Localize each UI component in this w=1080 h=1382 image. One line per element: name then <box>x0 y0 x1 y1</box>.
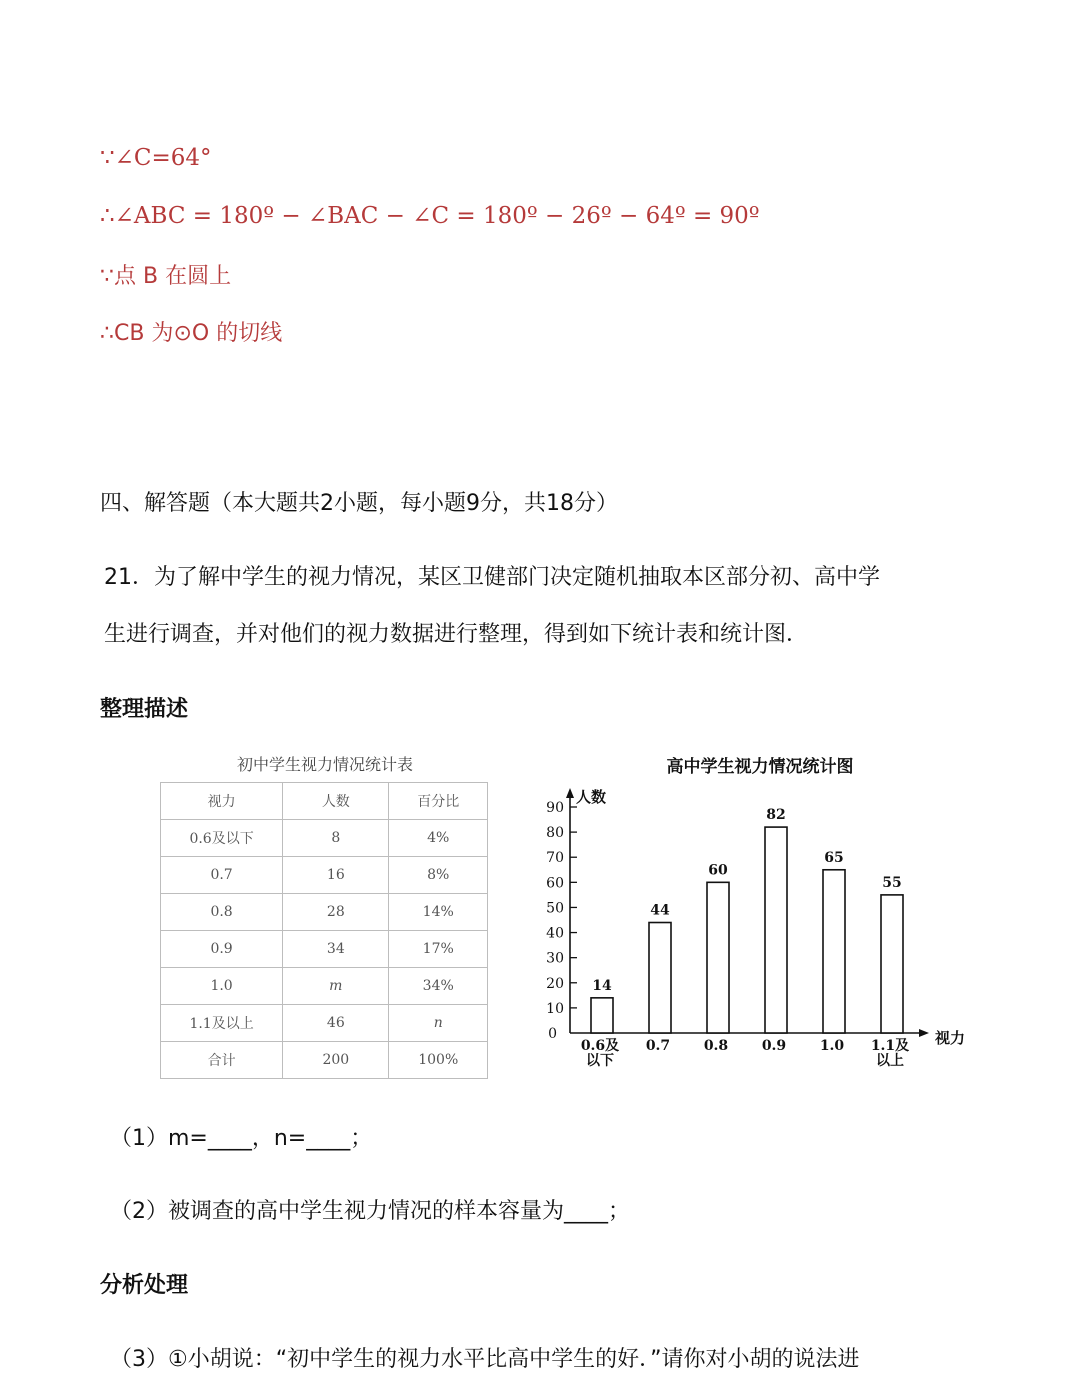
table-cell: 1.1及以上 <box>161 1005 283 1042</box>
table-cell: 34 <box>283 931 389 968</box>
y-axis-label: 人数 <box>576 788 607 806</box>
table-header-row <box>161 783 488 820</box>
y-tick-label: 30 <box>546 950 564 967</box>
y-tick-label: 80 <box>546 825 564 842</box>
table-cell: 14% <box>389 894 488 931</box>
bar-value-label: 14 <box>592 977 612 994</box>
table-cell: 合计 <box>161 1042 283 1079</box>
table-cell: 0.7 <box>161 857 283 894</box>
x-axis-label: 视力 <box>935 1029 966 1047</box>
sub-question-2: （2）被调查的高中学生视力情况的样本容量为____； <box>110 1199 630 1224</box>
table-cell: 4% <box>389 820 488 857</box>
y-axis-arrow <box>566 788 574 798</box>
table-cell: 100% <box>389 1042 488 1079</box>
y-tick-label: 20 <box>546 975 564 992</box>
table-row <box>161 968 488 1005</box>
x-tick-label: 0.6及 <box>580 1038 620 1054</box>
section-heading: 四、解答题（本大题共2小题，每小题9分，共18分） <box>100 491 618 516</box>
bar <box>823 870 845 1033</box>
table-row <box>161 1005 488 1042</box>
table-cell: 0.9 <box>161 931 283 968</box>
senior-vision-bar-chart <box>540 750 980 1070</box>
sub-question-1: （1）m=____，n=____； <box>110 1126 373 1151</box>
x-tick-label: 0.9 <box>761 1038 787 1054</box>
table-header-cell: 视力 <box>161 783 283 820</box>
x-tick-label: 0.7 <box>645 1038 671 1054</box>
x-tick-label: 以下 <box>586 1053 614 1069</box>
subheading-describe: 整理描述 <box>100 697 189 722</box>
y-tick-label: 70 <box>546 850 564 867</box>
bar-value-label: 82 <box>766 807 786 824</box>
y-tick-label: 50 <box>546 900 564 917</box>
bar <box>765 827 787 1033</box>
table-cell: m <box>283 968 389 1005</box>
y-tick-label: 90 <box>546 800 564 816</box>
proof-line-3: ∵点 B 在圆上 <box>100 264 232 289</box>
table-cell: 46 <box>283 1005 389 1042</box>
table-header-cell: 百分比 <box>389 783 488 820</box>
sub-question-3: （3）①小胡说：“初中学生的视力水平比高中学生的好．”请你对小胡的说法进 <box>110 1347 860 1372</box>
chart-title: 高中学生视力情况统计图 <box>666 757 854 777</box>
bar <box>649 923 671 1033</box>
table-title: 初中学生视力情况统计表 <box>236 755 413 774</box>
table-cell: 8 <box>283 820 389 857</box>
table-cell: 200 <box>283 1042 389 1079</box>
table-cell: 1.0 <box>161 968 283 1005</box>
proof-line-1: ∵∠C=64° <box>100 145 212 171</box>
table-header-cell: 人数 <box>283 783 389 820</box>
bar-value-label: 65 <box>824 849 844 866</box>
proof-line-2: ∴∠ABC = 180º − ∠BAC − ∠C = 180º − 26º − 64º = 90º <box>100 203 760 229</box>
table-cell: 0.6及以下 <box>161 820 283 857</box>
bar <box>707 882 729 1033</box>
x-tick-label: 1.1及 <box>870 1038 910 1054</box>
table-row <box>161 857 488 894</box>
table-cell: 28 <box>283 894 389 931</box>
question-line-1: 21．为了解中学生的视力情况，某区卫健部门决定随机抽取本区部分初、高中学 <box>104 565 880 590</box>
table-cell: 16 <box>283 857 389 894</box>
y-tick-label: 10 <box>546 1000 564 1017</box>
table-row <box>161 820 488 857</box>
y-tick-label: 0 <box>548 1026 557 1042</box>
table-row <box>161 894 488 931</box>
stats-table <box>160 782 488 1079</box>
table-row <box>161 1042 488 1079</box>
bar-value-label: 60 <box>708 862 728 879</box>
junior-vision-table <box>160 752 490 1079</box>
table-cell: n <box>389 1005 488 1042</box>
proof-line-4: ∴CB 为⊙O 的切线 <box>100 321 283 346</box>
x-tick-label: 0.8 <box>703 1038 729 1054</box>
table-cell: 0.8 <box>161 894 283 931</box>
bar <box>591 998 613 1033</box>
x-axis-arrow <box>919 1029 929 1037</box>
bar <box>881 895 903 1033</box>
y-tick-label: 60 <box>546 875 564 892</box>
table-cell: 17% <box>389 931 488 968</box>
table-row <box>161 931 488 968</box>
table-cell: 34% <box>389 968 488 1005</box>
bar-value-label: 55 <box>882 874 902 891</box>
x-tick-label: 以上 <box>876 1053 904 1069</box>
bar-value-label: 44 <box>650 902 670 919</box>
y-tick-label: 40 <box>546 925 564 942</box>
table-cell: 8% <box>389 857 488 894</box>
question-line-2: 生进行调查，并对他们的视力数据进行整理，得到如下统计表和统计图． <box>104 622 809 647</box>
x-tick-label: 1.0 <box>819 1038 845 1054</box>
subheading-analysis: 分析处理 <box>100 1273 189 1298</box>
